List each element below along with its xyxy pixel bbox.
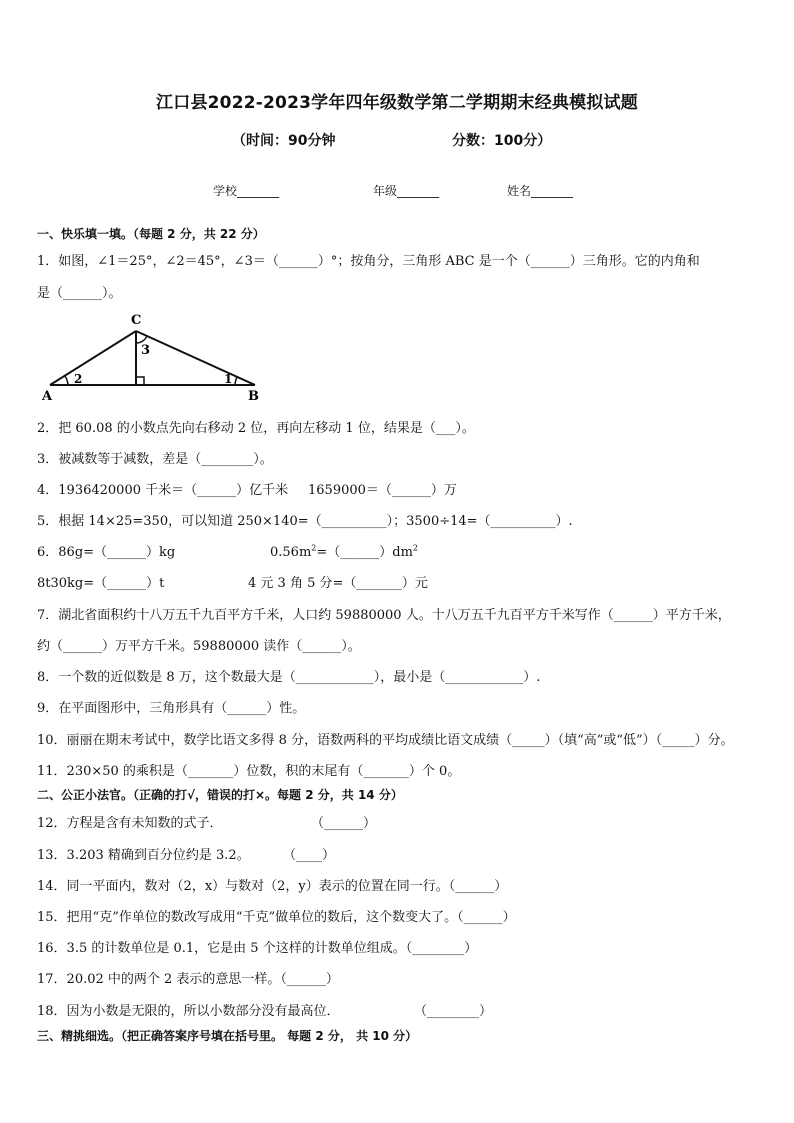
angle-3-arc — [136, 336, 147, 343]
question-6b-sup2: 2 — [412, 543, 419, 553]
question-13-blank: （____） — [283, 848, 336, 863]
question-4b: 1659000＝（______）万 — [308, 483, 457, 498]
question-3: 3．被减数等于减数，差是（________）。 — [37, 452, 273, 467]
question-7-line-2: 约（______）万平方千米。59880000 读作（______）。 — [37, 639, 361, 654]
side-ac — [50, 331, 136, 385]
section-1-heading: 一、快乐填一填。（每题 2 分，共 22 分） — [37, 227, 265, 241]
question-15: 15．把用“克”作单位的数改写成用“千克”做单位的数后，这个数变大了。（______） — [37, 910, 516, 925]
triangle-figure — [36, 308, 268, 402]
question-2: 2．把 60.08 的小数点先向右移动 2 位，再向左移动 1 位，结果是（___）。 — [37, 421, 475, 436]
name-field: 姓名_______ — [507, 184, 574, 198]
question-6b-sup: 2 — [311, 543, 317, 553]
label-1: 1 — [224, 372, 233, 386]
question-12-blank: （______） — [311, 816, 377, 831]
question-18: 18．因为小数是无限的，所以小数部分没有最高位． — [37, 1004, 340, 1019]
question-7-line-1: 7．湖北省面积约十八万五千九百平方千米，人口约 59880000 人。十八万五千九百平方千米写作（______）平方千米， — [37, 608, 731, 623]
question-8: 8．一个数的近似数是 8 万，这个数最大是（____________），最小是（____________）. — [37, 670, 541, 685]
angle-2-arc — [65, 376, 68, 385]
question-11: 11．230×50 的乘积是（_______）位数，积的末尾有（_______）个 0。 — [37, 764, 461, 779]
question-9: 9．在平面图形中，三角形具有（______）性。 — [37, 701, 306, 716]
exam-time: （时间：90分钟 — [232, 133, 336, 149]
exam-score: 分数：100分） — [452, 133, 552, 149]
question-18-blank: （________） — [414, 1004, 493, 1019]
question-6a: 6．86g=（______）kg — [37, 545, 176, 560]
label-b: B — [248, 389, 259, 402]
question-6b — [270, 541, 418, 560]
question-10: 10．丽丽在期末考试中，数学比语文多得 8 分，语数两科的平均成绩比语文成绩（_____）（填“高”或“低”）（_____）分。 — [37, 733, 734, 748]
question-1-line-1: 1．如图，∠1＝25°，∠2＝45°，∠3＝（______）°；按角分，三角形 ABC 是一个（______）三角形。它的内角和 — [37, 254, 700, 269]
section-2-heading: 二、公正小法官。（正确的打√，错误的打×。每题 2 分，共 14 分） — [37, 788, 403, 802]
question-1-line-2: 是（______）。 — [37, 286, 122, 301]
page-title: 江口县2022-2023学年四年级数学第二学期期末经典模拟试题 — [156, 93, 638, 113]
label-3: 3 — [141, 343, 151, 358]
label-c: C — [131, 313, 142, 328]
question-14: 14．同一平面内，数对（2，x）与数对（2，y）表示的位置在同一行。（______） — [37, 879, 508, 894]
section-3-heading: 三、精挑细选。（把正确答案序号填在括号里。 每题 2 分， 共 10 分） — [37, 1029, 418, 1043]
right-angle-mark — [136, 377, 144, 385]
side-cb — [136, 331, 255, 385]
question-16: 16．3.5 的计数单位是 0.1，它是由 5 个这样的计数单位组成。（________） — [37, 941, 478, 956]
question-13: 13．3.203 精确到百分位约是 3.2。 — [37, 848, 250, 863]
label-2: 2 — [74, 372, 83, 386]
question-4a: 4．1936420000 千米＝（______）亿千米 — [37, 483, 289, 498]
question-6d: 4 元 3 角 5 分=（_______）元 — [248, 576, 428, 591]
angle-1-arc — [235, 377, 237, 385]
school-field: 学校_______ — [213, 184, 280, 198]
question-6c: 8t30kg=（______）t — [37, 576, 165, 591]
question-17: 17．20.02 中的两个 2 表示的意思一样。（______） — [37, 972, 339, 987]
question-5: 5．根据 14×25=350，可以知道 250×140=（__________）；3500÷14=（__________）. — [37, 514, 573, 529]
question-6b-pre: 0.56m — [270, 545, 312, 560]
label-a: A — [42, 389, 53, 402]
grade-field: 年级_______ — [373, 184, 440, 198]
question-12: 12．方程是含有未知数的式子． — [37, 816, 223, 831]
question-6b-mid: =（______）dm — [316, 545, 413, 560]
